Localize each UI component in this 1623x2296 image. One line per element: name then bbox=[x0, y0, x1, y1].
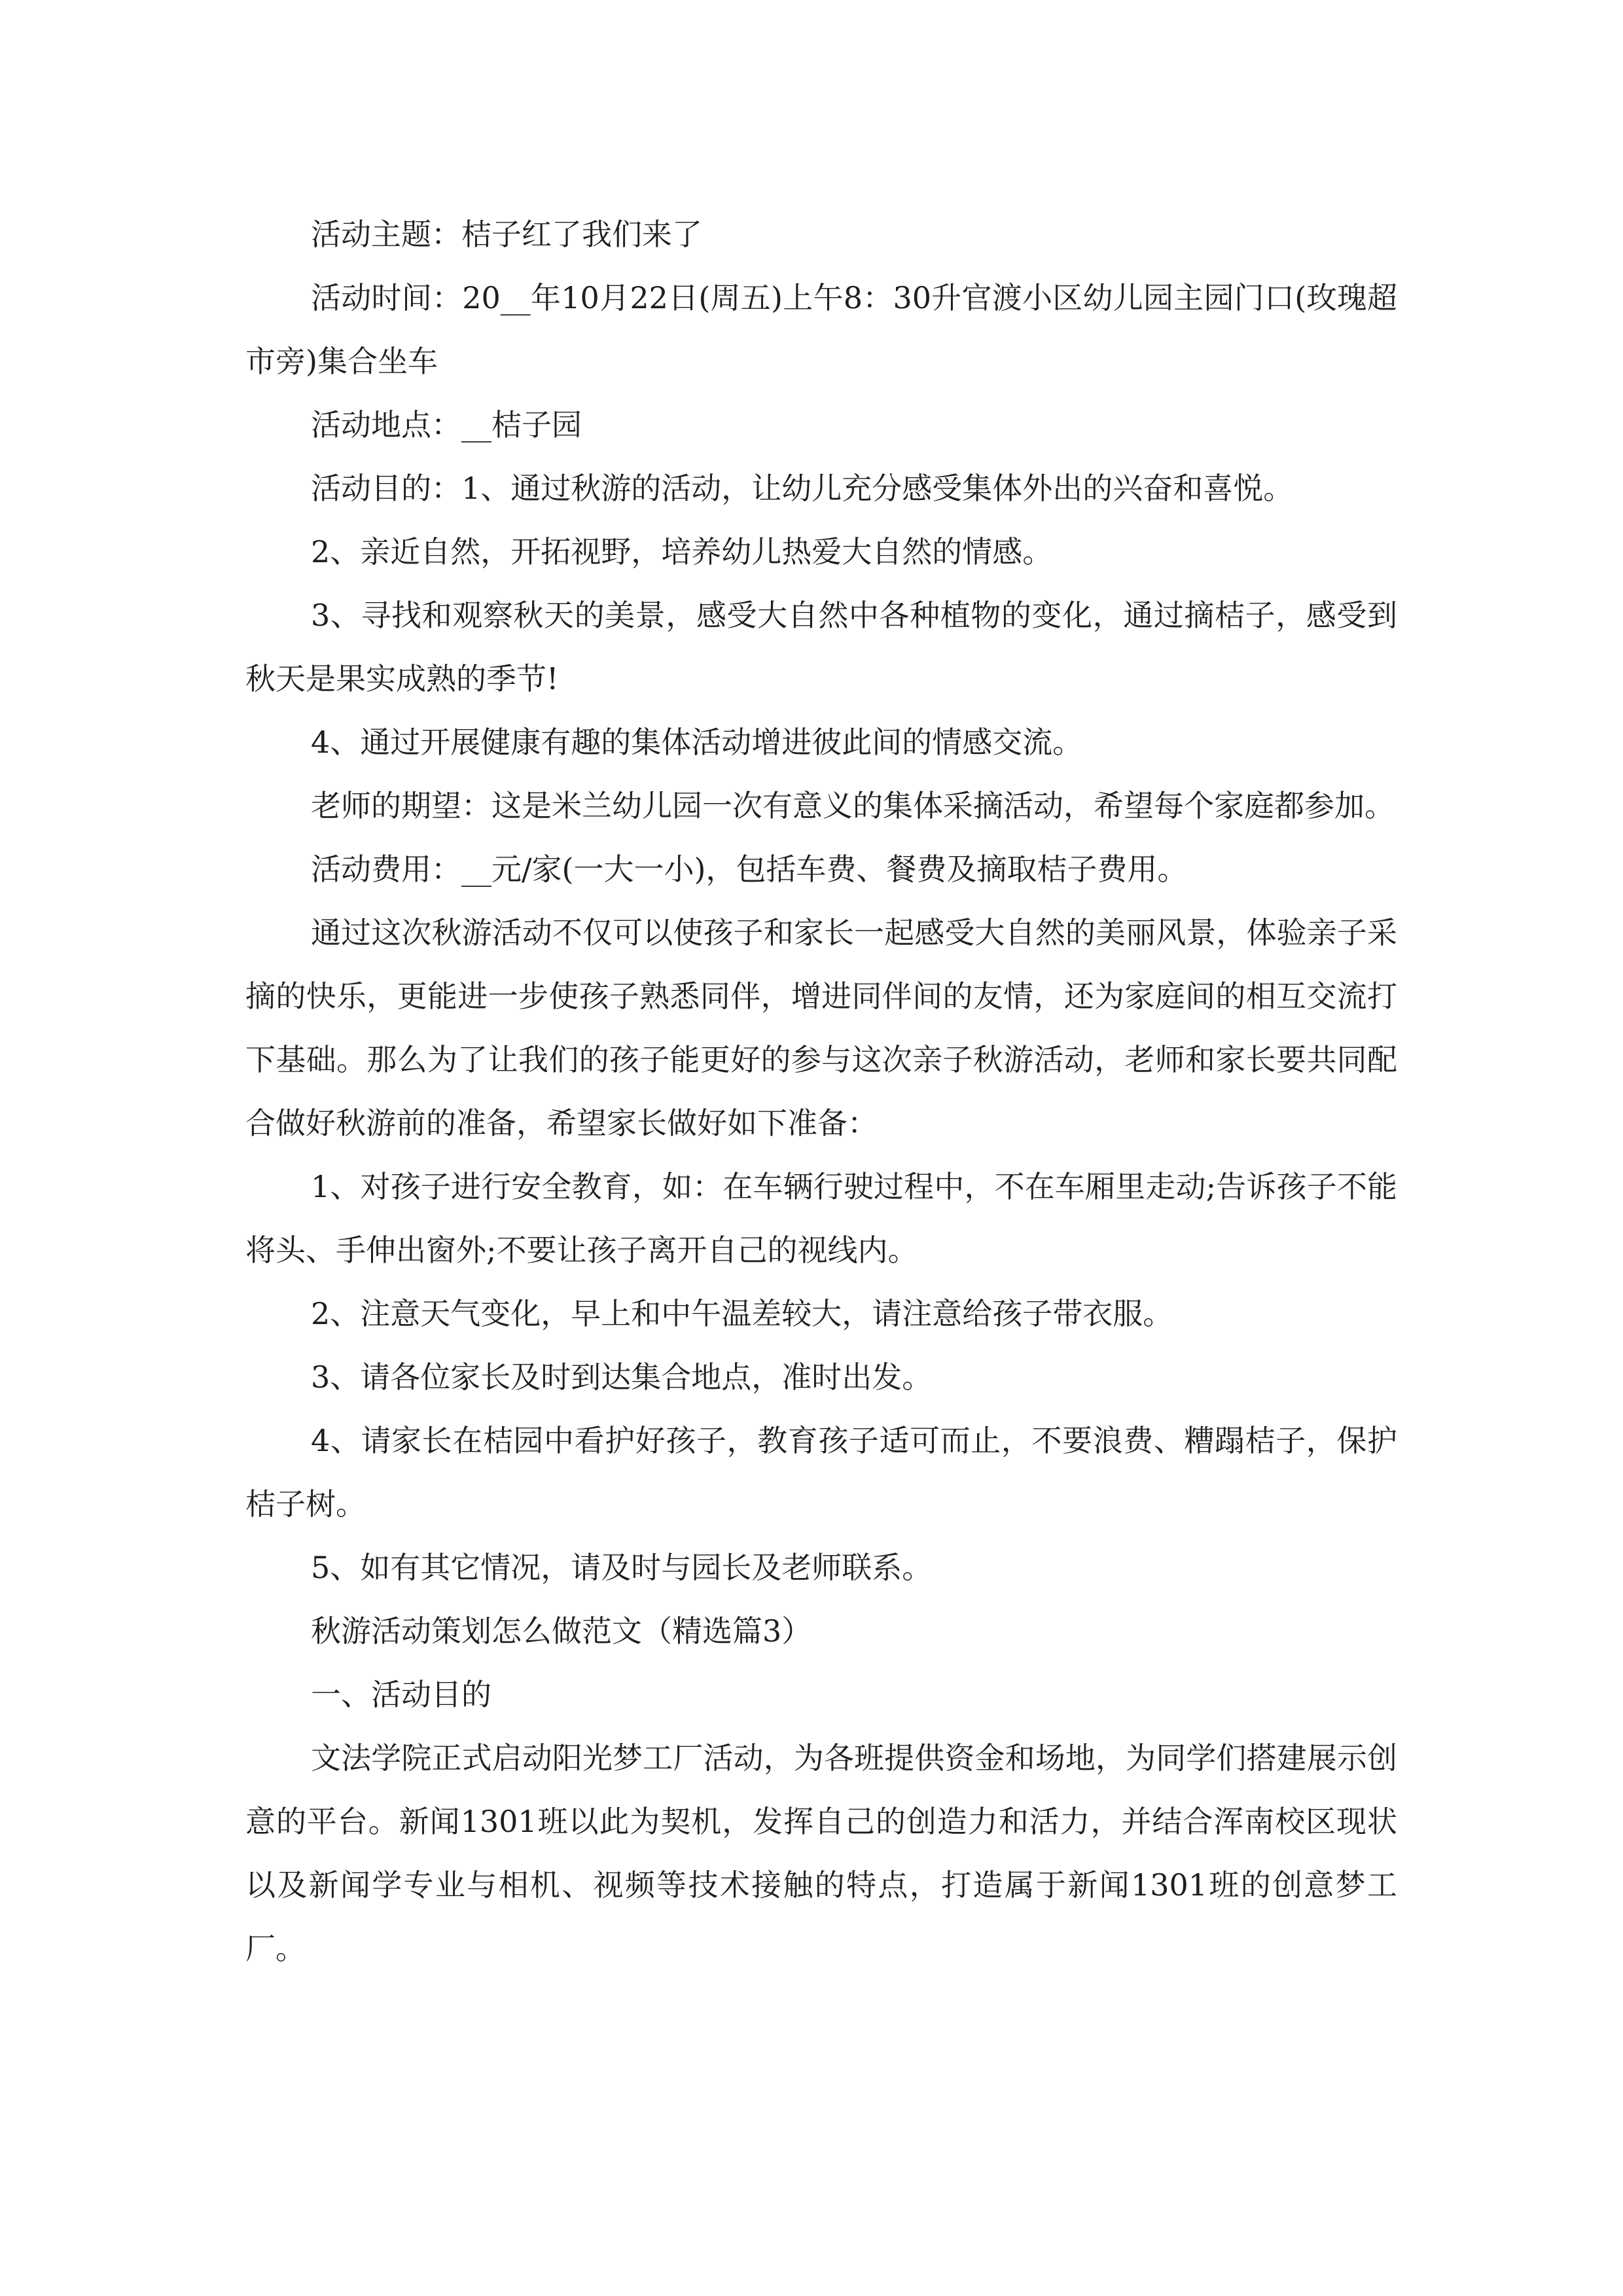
paragraph-prep-3: 3、请各位家长及时到达集合地点，准时出发。 bbox=[311, 1359, 933, 1395]
paragraph-overview: 通过这次秋游活动不仅可以使孩子和家长一起感受大自然的美丽风景，体验亲子采摘的快乐，更能进一步使孩子熟悉同伴，增进同伴间的友情，还为家庭间的相互交流打下基础。那么为了让我们的孩子能更好的参与这次亲子秋游活动，老师和家长要共同配合做好秋游前的准备，希望家长做好如下准备： bbox=[245, 915, 1397, 1141]
paragraph-prep-5: 5、如有其它情况，请及时与园长及老师联系。 bbox=[311, 1550, 933, 1585]
section-title: 秋游活动策划怎么做范文（精选篇3） bbox=[311, 1613, 812, 1649]
paragraph-purpose-2: 2、亲近自然，开拓视野，培养幼儿热爱大自然的情感。 bbox=[311, 534, 1053, 569]
section-heading-purpose: 一、活动目的 bbox=[311, 1677, 491, 1712]
paragraph-prep-4: 4、请家长在桔园中看护好孩子，教育孩子适可而止，不要浪费、糟蹋桔子，保护桔子树。 bbox=[245, 1423, 1397, 1522]
paragraph-fee: 活动费用：__元/家(一大一小)，包括车费、餐费及摘取桔子费用。 bbox=[311, 852, 1188, 887]
paragraph-teacher-expectation: 老师的期望：这是米兰幼儿园一次有意义的集体采摘活动，希望每个家庭都参加。 bbox=[311, 788, 1395, 823]
paragraph-prep-1: 1、对孩子进行安全教育，如：在车辆行驶过程中，不在车厢里走动;告诉孩子不能将头、手伸出窗外;不要让孩子离开自己的视线内。 bbox=[245, 1169, 1397, 1268]
paragraph-location: 活动地点：__桔子园 bbox=[311, 407, 582, 442]
paragraph-theme: 活动主题：桔子红了我们来了 bbox=[311, 217, 702, 252]
paragraph-dream-factory: 文法学院正式启动阳光梦工厂活动，为各班提供资金和场地，为同学们搭建展示创意的平台。新闻1301班以此为契机，发挥自己的创造力和活力，并结合浑南校区现状以及新闻学专业与相机、视频等技术接触的特点，打造属于新闻1301班的创意梦工厂。 bbox=[245, 1740, 1397, 1966]
paragraph-purpose-4: 4、通过开展健康有趣的集体活动增进彼此间的情感交流。 bbox=[311, 725, 1083, 760]
paragraph-prep-2: 2、注意天气变化，早上和中午温差较大，请注意给孩子带衣服。 bbox=[311, 1296, 1173, 1331]
paragraph-purpose-1: 活动目的：1、通过秋游的活动，让幼儿充分感受集体外出的兴奋和喜悦。 bbox=[311, 471, 1294, 506]
paragraph-purpose-3: 3、寻找和观察秋天的美景，感受大自然中各种植物的变化，通过摘桔子，感受到秋天是果实成熟的季节! bbox=[245, 598, 1397, 696]
paragraph-time: 活动时间：20__年10月22日(周五)上午8：30升官渡小区幼儿园主园门口(玫瑰超市旁)集合坐车 bbox=[245, 280, 1397, 379]
document-body bbox=[245, 203, 1397, 1981]
